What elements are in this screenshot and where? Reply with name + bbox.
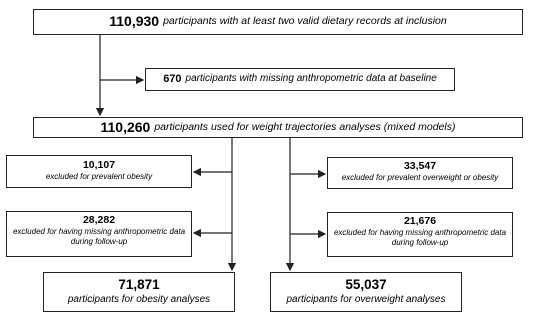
missing-baseline-count: 670 <box>163 72 182 85</box>
initial-participants-box <box>33 9 523 35</box>
final-obesity-box <box>43 272 235 312</box>
final-overweight-box <box>270 272 462 312</box>
initial-description: participants with at least two valid dietary records at inclusion <box>163 15 447 28</box>
excluded-missing-right-description: excluded for having missing anthropometric data during follow-up <box>333 228 507 248</box>
final-obesity-count: 71,871 <box>118 277 160 292</box>
final-overweight-description: participants for overweight analyses <box>286 293 446 305</box>
excluded-overweight-description: excluded for prevalent overweight or obesity <box>341 173 499 183</box>
excluded-obesity-box <box>6 155 192 188</box>
final-overweight-count: 55,037 <box>345 277 387 292</box>
excluded-obesity-count: 10,107 <box>82 159 116 171</box>
excluded-missing-left-box <box>6 211 192 257</box>
missing-baseline-box <box>145 68 455 91</box>
excluded-missing-left-description: excluded for having missing anthropometric data during follow-up <box>12 227 186 247</box>
final-obesity-description: participants for obesity analyses <box>67 293 211 305</box>
trajectory-participants-box <box>33 117 523 138</box>
excluded-missing-right-count: 21,676 <box>403 215 437 227</box>
excluded-overweight-box <box>327 157 513 189</box>
excluded-obesity-description: excluded for prevalent obesity <box>45 172 153 182</box>
excluded-missing-left-count: 28,282 <box>82 214 116 226</box>
initial-count: 110,930 <box>109 13 160 30</box>
trajectory-count: 110,260 <box>100 118 151 135</box>
excluded-missing-right-box <box>327 212 513 257</box>
missing-baseline-description: participants with missing anthropometric data at baseline <box>185 73 437 85</box>
excluded-overweight-count: 33,547 <box>403 160 437 172</box>
trajectory-description: participants used for weight trajectories analyses (mixed models) <box>154 120 456 133</box>
